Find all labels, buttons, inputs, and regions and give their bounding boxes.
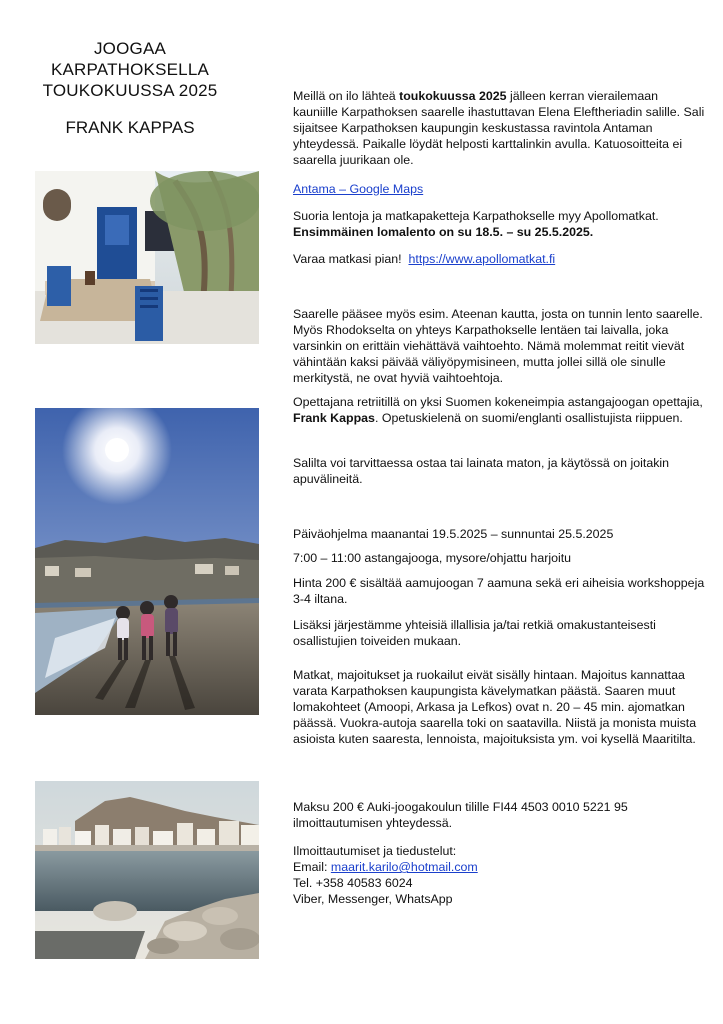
messaging-apps: Viber, Messenger, WhatsApp [293, 892, 453, 906]
flights-bold-dates: Ensimmäinen lomalento on su 18.5. – su 25.5.2025. [293, 225, 594, 239]
routes-paragraph: Saarelle pääsee myös esim. Ateenan kautta, josta on tunnin lento saarelle. Myös Rhodokselta on yhteys Karpathokselle lentäen tai laivalla, joka varsinkin on erittäin viehättävä vaihtoehto. Nämä molemmat reitit vievät vähintään kaksi päivää väliyöpymisineen, mutta jollei sillä ole sinulle merkitystä, ne ovat hyviä vaihtoehtoja. [293, 307, 703, 385]
intro-text-end: jälleen kerran vierailemaan kauniille Karpathoksen saarelle ihastuttavan Elena Eleftheriadin salille. Sali sijaitsee Karpathoksen kaupungin keskustassa ravintola Antaman yhteydessä. Paikalle löydät helposti karttalinkin avulla. Katuosoitteita ei saarella juurikaan ole. [293, 89, 705, 167]
email-link[interactable]: maarit.karilo@hotmail.com [330, 860, 478, 874]
document-title [30, 38, 230, 101]
teacher-text-start: Opettajana retriitillä on yksi Suomen kokeneimpia astangajoogan opettajia, [293, 395, 703, 409]
title-line-2: KARPATHOKSELLA [50, 60, 210, 79]
flights-paragraph [293, 208, 705, 240]
intro-bold-date: toukokuussa 2025 [399, 89, 507, 103]
travel-paragraph: Matkat, majoitukset ja ruokailut eivät sisälly hintaan. Majoitus kannattaa varata Karpathoksen kaupungista kävelymatkan päästä. Saaren muut lomakohteet (Amoopi, Arkasa ja Lefkos) ovat n. 20 – 45 min. ajomatkan päässä. Vuokra-autoja saarella toki on saatavilla. Niistä ja monista muista asioista kuten saaresta, lennoista, majoituksista ym. voi kysellä Maaritilta. [293, 668, 697, 746]
payment-paragraph: Maksu 200 € Auki-joogakoulun tilille FI44 4503 0010 5221 95 ilmoittautumisen yhteydessä. [293, 800, 628, 830]
phone-number: Tel. +358 40583 6024 [293, 876, 413, 890]
contact-block [293, 843, 705, 907]
booking-paragraph [293, 251, 705, 267]
teacher-paragraph [293, 394, 705, 426]
email-label: Email: [293, 860, 331, 874]
flights-text: Suoria lentoja ja matkapaketteja Karpathokselle myy Apollomatkat. [293, 209, 659, 223]
apollomatkat-link[interactable]: https://www.apollomatkat.fi [408, 252, 556, 266]
teacher-name: Frank Kappas [293, 411, 375, 425]
booking-text: Varaa matkasi pian! [293, 252, 402, 266]
beach-walk-photo [35, 408, 259, 715]
contact-heading: Ilmoittautumiset ja tiedustelut: [293, 844, 457, 858]
teacher-text-end: . Opetuskielenä on suomi/englanti osallistujista riippuen. [374, 411, 683, 425]
intro-text-start: Meillä on ilo lähteä [293, 89, 400, 103]
title-line-1: JOOGAA [93, 39, 167, 58]
restaurant-terrace-photo [35, 171, 259, 344]
schedule-heading: Päiväohjelma maanantai 19.5.2025 – sunnuntai 25.5.2025 [293, 527, 614, 541]
mats-paragraph: Salilta voi tarvittaessa ostaa tai lainata maton, ja käytössä on joitakin apuvälineitä. [293, 456, 670, 486]
author-name: FRANK KAPPAS [65, 118, 195, 137]
schedule-time: 7:00 – 11:00 astangajooga, mysore/ohjattu harjoitu [293, 551, 572, 565]
extras-paragraph: Lisäksi järjestämme yhteisiä illallisia ja/tai retkiä omakustanteisesti osallistujien toiveiden mukaan. [293, 618, 656, 648]
intro-paragraph [293, 88, 705, 168]
harbour-town-photo [35, 781, 259, 959]
title-line-3: TOUKOKUUSSA 2025 [42, 81, 218, 100]
google-maps-link[interactable]: Antama – Google Maps [293, 182, 424, 196]
price-paragraph: Hinta 200 € sisältää aamujoogan 7 aamuna sekä eri aiheisia workshoppeja 3-4 iltana. [293, 576, 705, 606]
